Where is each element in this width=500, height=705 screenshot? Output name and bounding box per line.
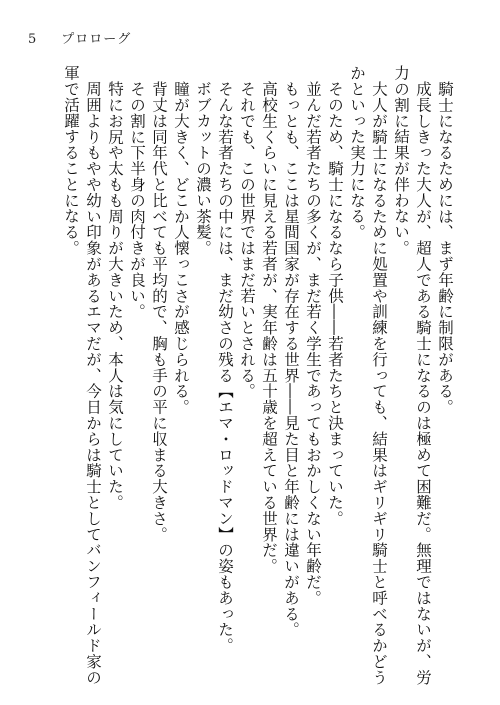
paragraph: ボブカットの濃い茶髪。 [194, 80, 212, 256]
page-number: 5 [28, 32, 38, 47]
paragraph: 瞳が大きく、どこか人懐っこさが感じられる。 [172, 80, 190, 415]
vertical-text-body [26, 65, 456, 690]
chapter-title: プロローグ [61, 32, 132, 47]
running-header [28, 28, 131, 47]
paragraph: 並んだ若者たちの多くが、まだ若く学生であってもおかしくない年齢だ。 [304, 80, 322, 606]
paragraph: それでも、この世界ではまだ若いとされる。 [238, 80, 256, 399]
paragraph: 周囲よりもやや幼い印象があるエマだが、今日からは騎士としてバンフィールド家の軍で活躍することになる。 [62, 65, 102, 685]
paragraph: そんな若者たちの中には、まだ幼さの残る【エマ・ロッドマン】の姿もあった。 [216, 80, 234, 653]
paragraph: その割に下半身の肉付きが良い。 [128, 80, 146, 319]
paragraph: 騎士になるためには、まず年齢に制限がある。 [436, 80, 454, 415]
paragraph: 高校生くらいに見える若者が、実年齢は五十歳を超えている世界だ。 [260, 80, 278, 574]
paragraph: 背丈は同年代と比べても平均的で、胸も手の平に収まる大きさ。 [150, 80, 168, 542]
paragraph: 大人が騎士になるために処置や訓練を行っても、結果はギリギリ騎士と呼べるかどうかといった実力になる。 [348, 65, 388, 685]
paragraph: そのため、騎士になるなら子供――若者たちと決まっていた。 [326, 80, 344, 526]
paragraph: 特にお尻や太もも周りが大きいため、本人は気にしていた。 [106, 80, 124, 510]
paragraph: 成長しきった大人が、超人である騎士になるのは極めて困難だ。無理ではないが、労力の割に結果が伴わない。 [392, 65, 432, 685]
paragraph: もっとも、ここは星間国家が存在する世界――見た目と年齢には違いがある。 [282, 80, 300, 637]
